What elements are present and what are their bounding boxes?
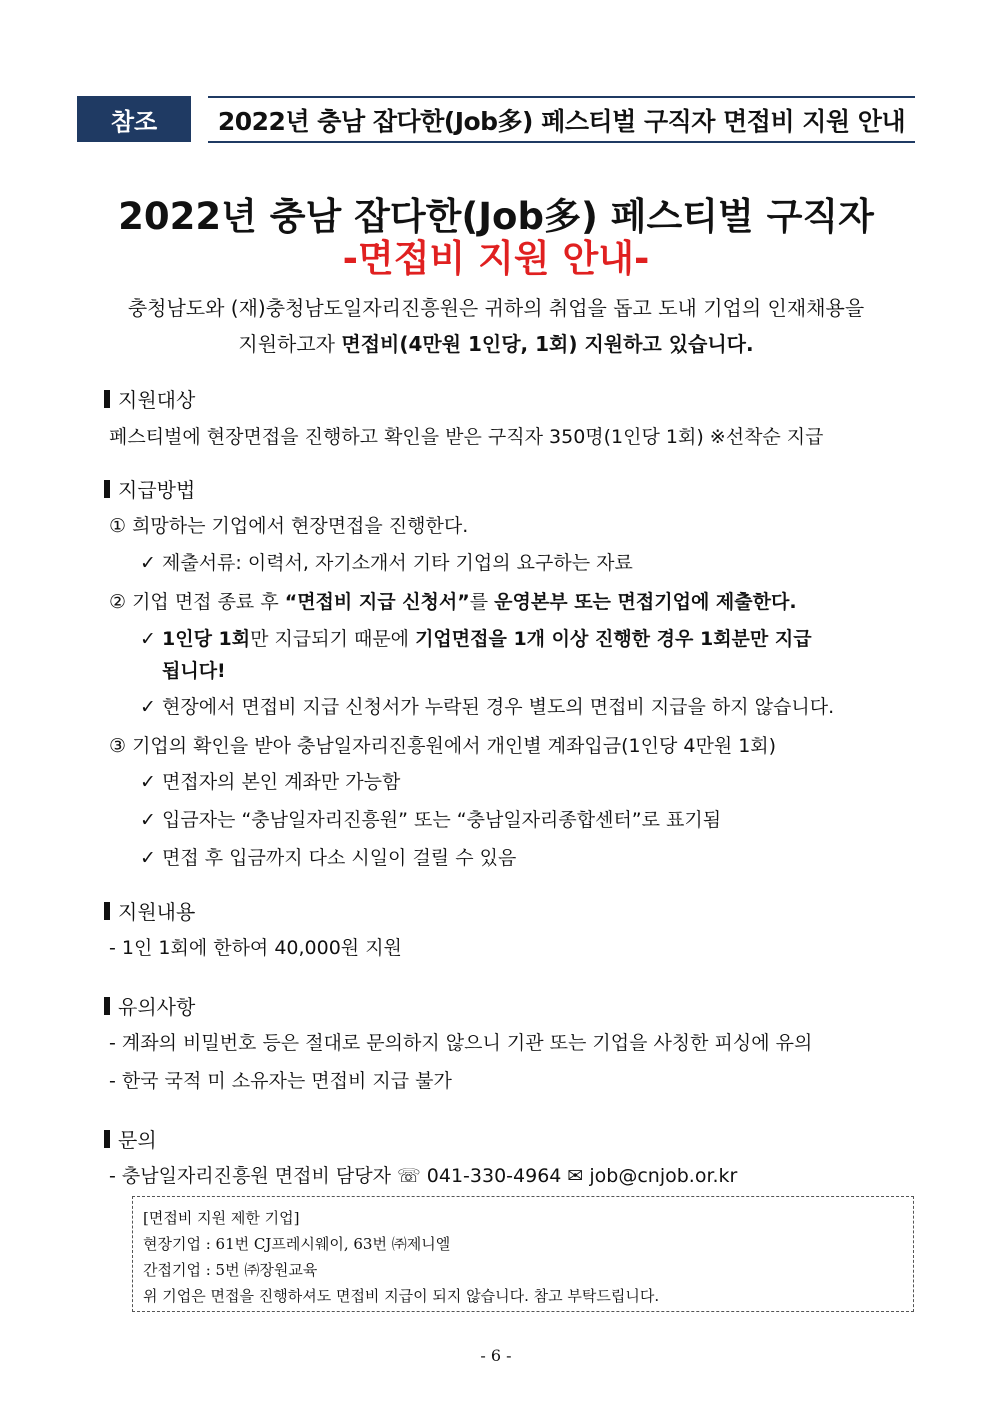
check-text: 입금자는 “충남일자리진흥원” 또는 “충남일자리종합센터”로 표기됨 [162, 809, 722, 831]
intro-line-1: 충청남도와 (재)충청남도일자리진흥원은 귀하의 취업을 돕고 도내 기업의 인재채용을 [127, 296, 865, 320]
caution-text-2: - 한국 국적 미 소유자는 면접비 지급 불가 [109, 1070, 452, 1092]
caution-text-1: - 계좌의 비밀번호 등은 절대로 문의하지 않으니 기관 또는 기업을 사칭한 피싱에 유의 [109, 1032, 813, 1054]
check-text: 현장에서 면접비 지급 신청서가 누락된 경우 별도의 면접비 지급을 하지 않습니다. [162, 696, 835, 718]
method-step-3: ③ 기업의 확인을 받아 충남일자리진흥원에서 개인별 계좌입금(1인당 4만원 1회) [109, 735, 777, 757]
check-text: 제출서류: 이력서, 자기소개서 기타 기업의 요구하는 자료 [162, 552, 633, 574]
method-step-2-check-2 [140, 692, 834, 719]
step-2-text: ② 기업 면접 종료 후 [109, 591, 285, 613]
section-bar-icon [104, 1130, 110, 1148]
intro-line-2-text: 지원하고자 [238, 332, 342, 356]
method-step-3-check-2 [140, 805, 721, 832]
method-step-2 [109, 587, 797, 614]
section-heading-label: 유의사항 [118, 995, 196, 1019]
header-title: 2022년 충남 잡다한(Job多) 페스티벌 구직자 면접비 지원 안내 [208, 96, 915, 143]
check-text: 만 지급되기 때문에 [250, 628, 416, 650]
section-heading-label: 지원내용 [118, 900, 196, 924]
section-heading-caution [104, 991, 195, 1020]
content-text: - 1인 1회에 한하여 40,000원 지원 [109, 937, 402, 959]
check-icon: ✓ [140, 809, 156, 831]
check-icon: ✓ [140, 628, 156, 650]
method-step-2-check-1-cont [162, 656, 226, 683]
note-line-2: 간접기업 : 5번 ㈜장원교육 [143, 1261, 318, 1279]
check-icon: ✓ [140, 771, 156, 793]
step-2-bold-form: “면접비 지급 신청서” [284, 591, 470, 613]
section-heading-method [104, 474, 195, 503]
reference-tag: 참조 [77, 96, 191, 142]
check-bold-1: 1인당 1회 [162, 628, 251, 650]
method-step-3-check-1 [140, 767, 400, 794]
method-step-3-check-3 [140, 843, 516, 870]
check-icon: ✓ [140, 696, 156, 718]
method-step-1-check [140, 548, 633, 575]
step-2-bold-submit: 운영본부 또는 면접기업에 제출한다. [494, 591, 797, 613]
note-line-1: 현장기업 : 61번 CJ프레시웨이, 63번 ㈜제니엘 [143, 1235, 451, 1253]
page-number: - 6 - [480, 1346, 512, 1365]
section-heading-label: 지급방법 [118, 478, 196, 502]
check-icon: ✓ [140, 847, 156, 869]
document-header [77, 96, 915, 142]
section-bar-icon [104, 997, 110, 1015]
section-bar-icon [104, 480, 110, 498]
note-title: [면접비 지원 제한 기업] [143, 1209, 300, 1227]
section-heading-label: 문의 [118, 1128, 157, 1152]
section-heading-target [104, 384, 195, 413]
check-bold-3: 됩니다! [162, 660, 226, 682]
section-heading-contact [104, 1124, 157, 1153]
intro-line-2 [0, 328, 992, 357]
restricted-companies-box [132, 1196, 914, 1312]
intro-line-2-bold: 면접비(4만원 1인당, 1회) 지원하고 있습니다. [341, 332, 754, 356]
section-heading-content [104, 896, 195, 925]
note-line-3: 위 기업은 면접을 진행하셔도 면접비 지급이 되지 않습니다. 참고 부탁드립니다. [143, 1287, 660, 1305]
section-bar-icon [104, 902, 110, 920]
section-bar-icon [104, 390, 110, 408]
sub-title: -면접비 지원 안내- [342, 237, 650, 280]
method-step-2-check-1 [140, 624, 812, 651]
check-text: 면접자의 본인 계좌만 가능함 [162, 771, 401, 793]
check-text: 면접 후 입금까지 다소 시일이 걸릴 수 있음 [162, 847, 517, 869]
check-icon: ✓ [140, 552, 156, 574]
method-step-1: ① 희망하는 기업에서 현장면접을 진행한다. [109, 515, 469, 537]
step-2-text-mid: 를 [469, 591, 495, 613]
section-heading-label: 지원대상 [118, 388, 196, 412]
target-text: 페스티벌에 현장면접을 진행하고 확인을 받은 구직자 350명(1인당 1회) ※선착순 지급 [109, 426, 824, 448]
check-bold-2: 기업면접을 1개 이상 진행한 경우 1회분만 지급 [415, 628, 812, 650]
contact-text: - 충남일자리진흥원 면접비 담당자 ☏ 041-330-4964 ✉ job@cnjob.or.kr [109, 1165, 738, 1187]
main-title: 2022년 충남 잡다한(Job多) 페스티벌 구직자 [118, 195, 874, 238]
